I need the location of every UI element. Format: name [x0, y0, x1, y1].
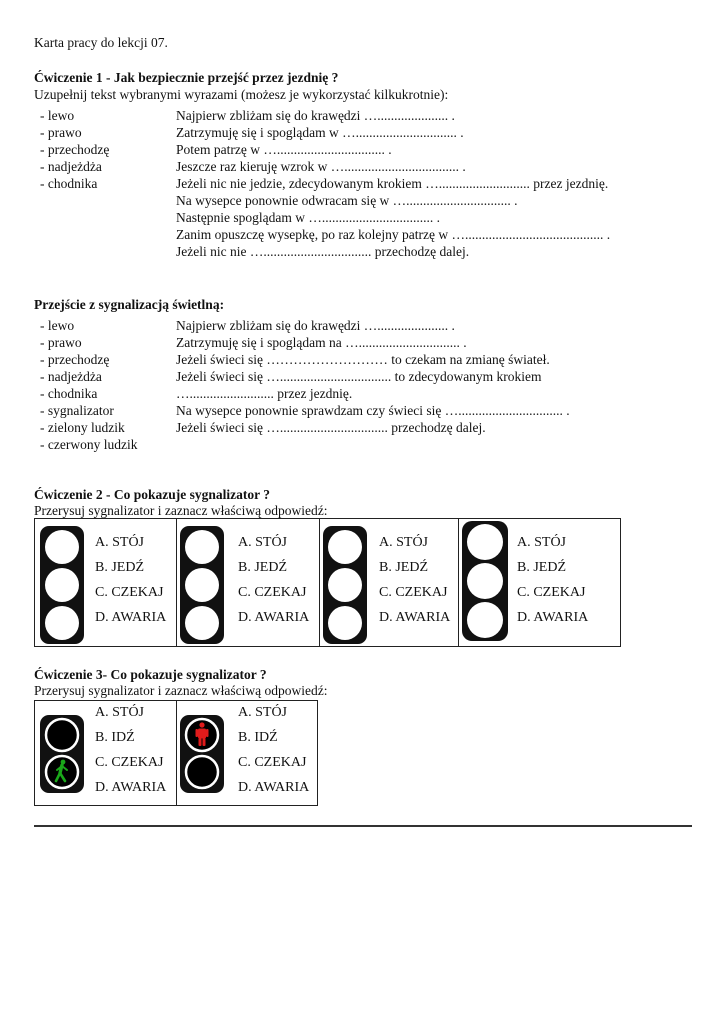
table-divider — [176, 519, 177, 646]
traffic-light-icon — [40, 526, 84, 644]
table-divider — [458, 519, 459, 646]
answer-option: A. STÓJ — [95, 535, 145, 550]
fill-in-sentence: Jeżeli nic nie …................................ przechodzę dalej. — [176, 244, 470, 259]
answer-option: D. AWARIA — [517, 610, 589, 625]
answer-option: C. CZEKAJ — [238, 585, 307, 600]
answer-option: C. CZEKAJ — [379, 585, 448, 600]
fill-in-sentence: Jeżeli świeci się …................................. to zdecydowanym krokiem — [176, 369, 542, 384]
answer-option: A. STÓJ — [379, 535, 429, 550]
answer-option: C. CZEKAJ — [517, 585, 586, 600]
fill-in-sentence: Najpierw zbliżam się do krawędzi …..................... . — [176, 108, 455, 123]
keyword-item: - przechodzę — [40, 352, 110, 367]
keyword-item: - nadjeżdża — [40, 159, 102, 174]
exercise-2-title: Ćwiczenie 2 - Co pokazuje sygnalizator ? — [34, 487, 270, 502]
answer-option: C. CZEKAJ — [238, 755, 307, 770]
answer-option: B. JEDŹ — [517, 560, 566, 575]
fill-in-sentence: Najpierw zbliżam się do krawędzi …..................... . — [176, 318, 455, 333]
answer-option: B. JEDŹ — [379, 560, 428, 575]
page-header: Karta pracy do lekcji 07. — [34, 35, 168, 50]
fill-in-sentence: Zanim opuszczę wysepkę, po raz kolejny patrzę w …......................................... . — [176, 227, 611, 242]
fill-in-sentence: Następnie spoglądam w …................................. . — [176, 210, 440, 225]
keyword-item: - sygnalizator — [40, 403, 114, 418]
answer-option: A. STÓJ — [517, 535, 567, 550]
fill-in-sentence: Zatrzymuję się i spoglądam w ….............................. . — [176, 125, 464, 140]
answer-option: D. AWARIA — [95, 610, 167, 625]
exercise-3-instruction: Przerysuj sygnalizator i zaznacz właściwą odpowiedź: — [34, 683, 328, 698]
table-divider — [319, 519, 320, 646]
fill-in-sentence: …......................... przez jezdnię. — [176, 386, 353, 401]
keyword-item: - prawo — [40, 125, 82, 140]
exercise-1-instruction: Uzupełnij tekst wybranymi wyrazami (możesz je wykorzystać kilkukrotnie): — [34, 87, 449, 102]
keyword-item: - nadjeżdża — [40, 369, 102, 384]
answer-option: D. AWARIA — [238, 780, 310, 795]
traffic-light-icon — [180, 526, 224, 644]
answer-option: D. AWARIA — [238, 610, 310, 625]
fill-in-sentence: Jeżeli nic nie jedzie, zdecydowanym krokiem …........................... przez jezdnię. — [176, 176, 609, 191]
answer-option: A. STÓJ — [238, 705, 288, 720]
keyword-item: - chodnika — [40, 176, 98, 191]
fill-in-sentence: Jeżeli świeci się ……………………… to czekam na zmianę świateł. — [176, 352, 550, 367]
answer-option: B. JEDŹ — [95, 560, 144, 575]
answer-option: D. AWARIA — [379, 610, 451, 625]
fill-in-sentence: Potem patrzę w …................................ . — [176, 142, 392, 157]
fill-in-sentence: Jeżeli świeci się …................................ przechodzę dalej. — [176, 420, 486, 435]
answer-option: B. IDŹ — [238, 730, 278, 745]
keyword-item: - chodnika — [40, 386, 98, 401]
crossing-section-title: Przejście z sygnalizacją świetlną: — [34, 297, 225, 312]
pedestrian-light-green-icon — [40, 715, 84, 793]
answer-option: C. CZEKAJ — [95, 755, 164, 770]
exercise-1-title: Ćwiczenie 1 - Jak bezpiecznie przejść przez jezdnię ? — [34, 70, 339, 85]
answer-option: B. IDŹ — [95, 730, 135, 745]
fill-in-sentence: Jeszcze raz kieruję wzrok w ….................................. . — [176, 159, 466, 174]
keyword-item: - zielony ludzik — [40, 420, 125, 435]
fill-in-sentence: Na wysepce ponownie odwracam się w …............................... . — [176, 193, 518, 208]
fill-in-sentence: Zatrzymuję się i spoglądam na ….............................. . — [176, 335, 467, 350]
answer-option: A. STÓJ — [238, 535, 288, 550]
answer-option: B. JEDŹ — [238, 560, 287, 575]
exercise-3-title: Ćwiczenie 3- Co pokazuje sygnalizator ? — [34, 667, 267, 682]
exercise-2-instruction: Przerysuj sygnalizator i zaznacz właściwą odpowiedź: — [34, 503, 328, 518]
keyword-item: - przechodzę — [40, 142, 110, 157]
bottom-divider — [34, 825, 692, 827]
traffic-light-icon — [462, 521, 508, 641]
answer-option: A. STÓJ — [95, 705, 145, 720]
keyword-item: - lewo — [40, 318, 75, 333]
pedestrian-light-red-icon — [180, 715, 224, 793]
answer-option: C. CZEKAJ — [95, 585, 164, 600]
answer-option: D. AWARIA — [95, 780, 167, 795]
fill-in-sentence: Na wysepce ponownie sprawdzam czy świeci się …............................... . — [176, 403, 570, 418]
table-divider — [176, 701, 177, 805]
keyword-item: - prawo — [40, 335, 82, 350]
exercise-3-table — [34, 700, 318, 806]
keyword-item: - czerwony ludzik — [40, 437, 138, 452]
exercise-2-table — [34, 518, 621, 647]
traffic-light-icon — [323, 526, 367, 644]
keyword-item: - lewo — [40, 108, 75, 123]
